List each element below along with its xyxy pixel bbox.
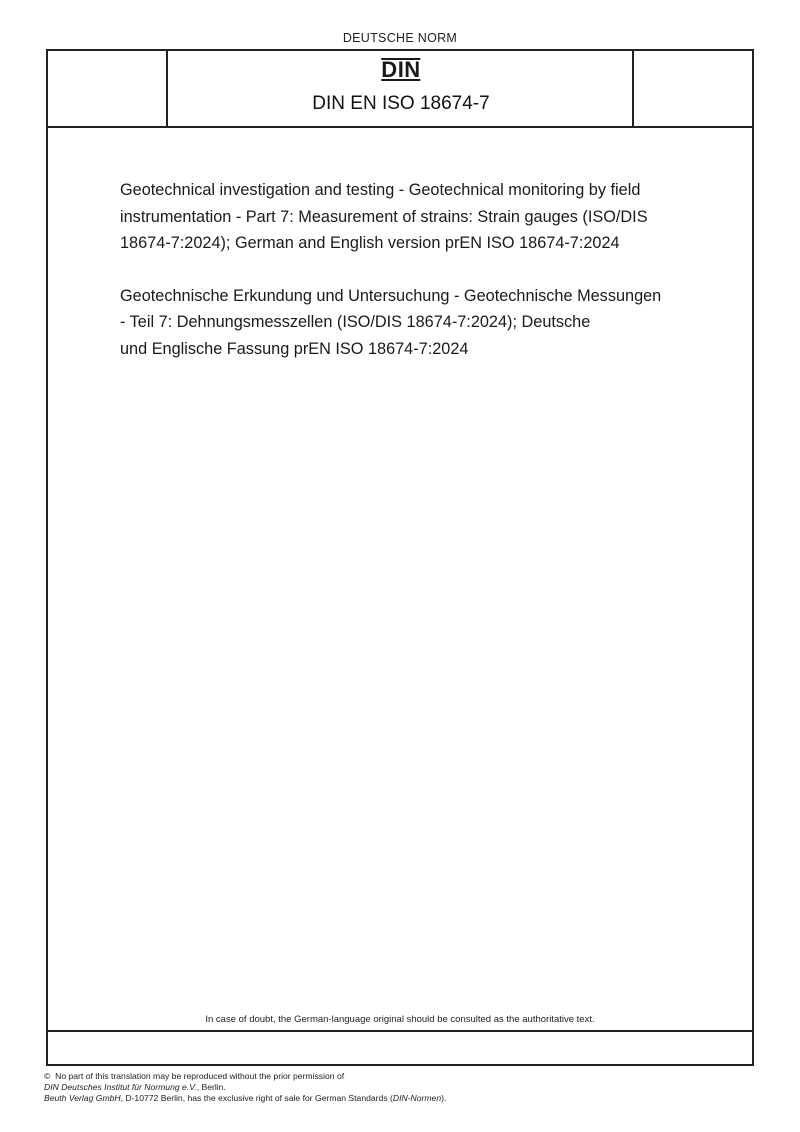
header-cell-right [632, 51, 752, 126]
din-logo: DIN [381, 57, 421, 82]
title-english-line: instrumentation - Part 7: Measurement of strains: Strain gauges (ISO/DIS [120, 207, 648, 226]
header-row [48, 51, 752, 128]
footer-text: No part of this translation may be reproduced without the prior permission of [55, 1071, 345, 1081]
footer-text: , D-10772 Berlin, has the exclusive right of sale for German Standards ( [120, 1093, 393, 1103]
authoritative-text-note: In case of doubt, the German-language original should be consulted as the authoritative text. [205, 1014, 595, 1025]
footer-line-3 [44, 1093, 446, 1104]
footer-text: ). [441, 1093, 447, 1103]
title-german-line: Geotechnische Erkundung und Untersuchung - Geotechnische Messungen [120, 286, 662, 305]
cover-frame [46, 49, 754, 1066]
title-block [120, 177, 720, 362]
header-center [168, 51, 634, 126]
title-english [120, 177, 720, 257]
copyright-footer [44, 1071, 446, 1104]
document-number: DIN EN ISO 18674-7 [312, 93, 490, 114]
document-type-label: DEUTSCHE NORM [342, 31, 458, 45]
footer-text: , Berlin. [196, 1082, 226, 1092]
copyright-icon: © [44, 1071, 51, 1081]
title-german-line: - Teil 7: Dehnungsmesszellen (ISO/DIS 18674-7:2024); Deutsche [120, 313, 591, 331]
bottom-row [48, 1030, 752, 1066]
footer-publisher-name: Beuth Verlag GmbH [44, 1093, 121, 1103]
title-german-line: und Englische Fassung prEN ISO 18674-7:2024 [120, 339, 469, 358]
header-cell-left [48, 51, 168, 126]
footer-din-name: DIN Deutsches Institut für Normung e.V. [44, 1082, 197, 1092]
footer-line-1 [44, 1071, 446, 1082]
title-english-line: Geotechnical investigation and testing - Geotechnical monitoring by field [120, 181, 641, 199]
title-german [120, 283, 720, 363]
title-english-line: 18674-7:2024); German and English version prEN ISO 18674-7:2024 [120, 234, 620, 252]
footer-din-normen: DIN-Normen [392, 1093, 442, 1103]
footer-line-2 [44, 1082, 446, 1093]
